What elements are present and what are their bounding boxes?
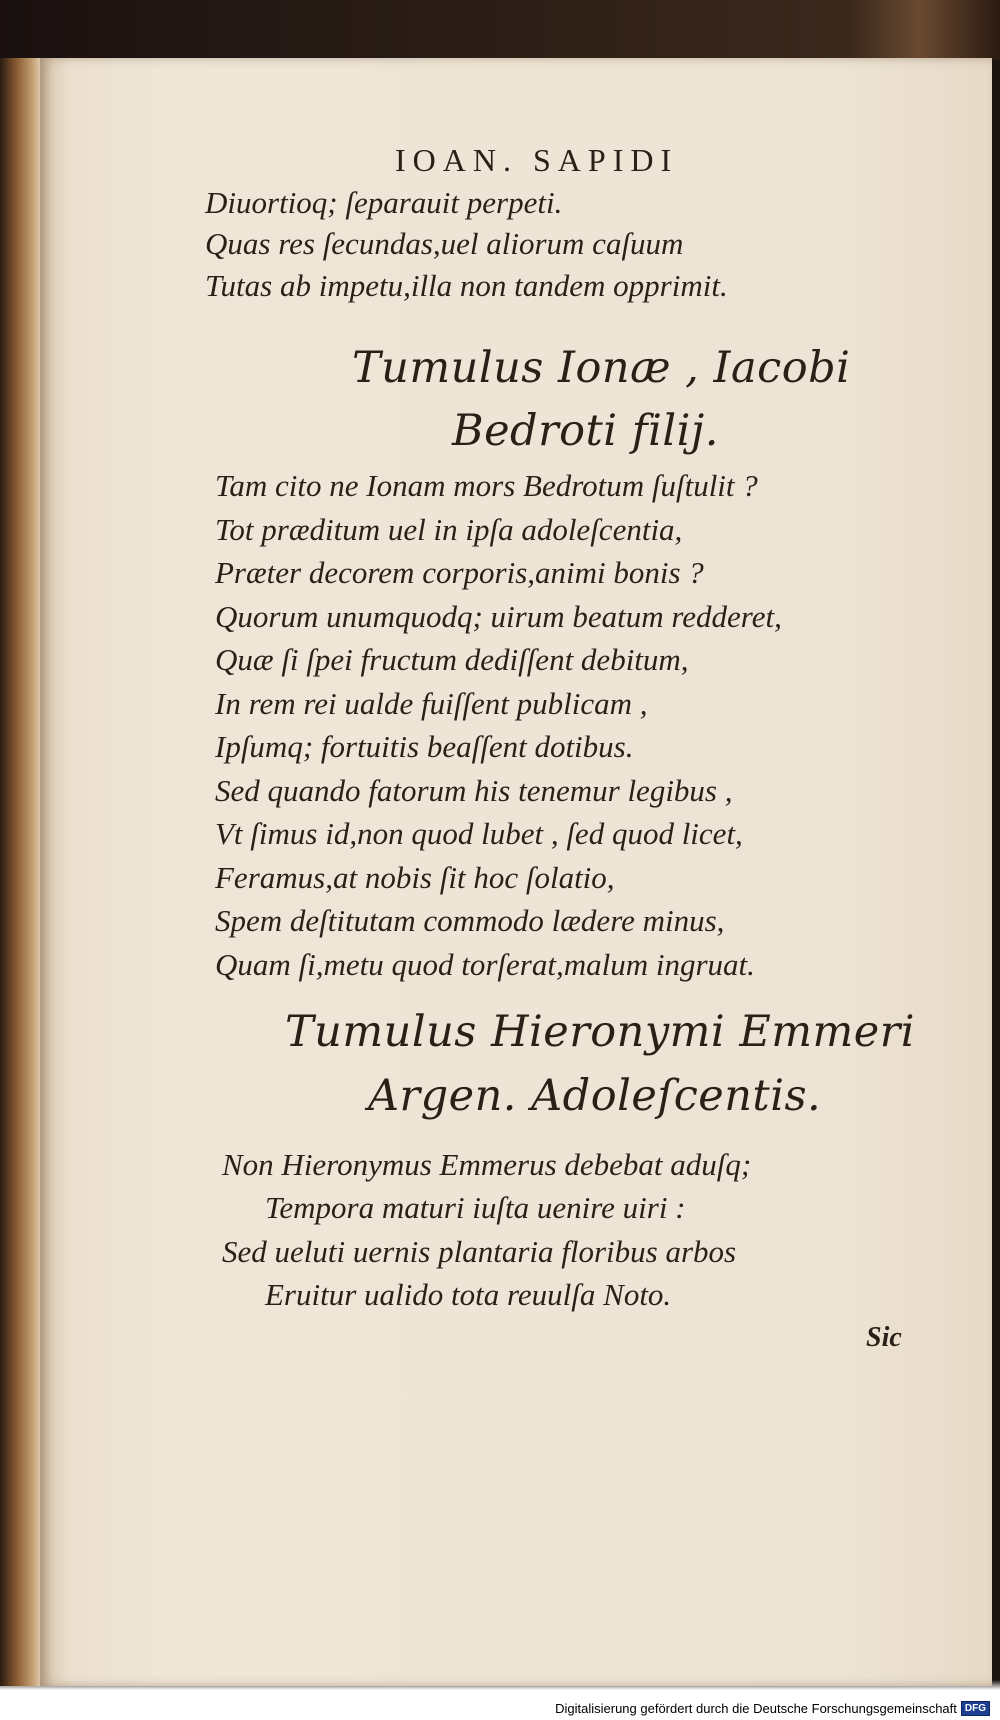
- poem-line: Tempora maturi iuſta uenire uiri :: [265, 1190, 686, 1225]
- poem-line: Quæ ſi ſpei fructum dediſſent debitum,: [215, 642, 689, 677]
- dfg-logo-icon: DFG: [961, 1701, 990, 1716]
- credit-text: Digitalisierung gefördert durch die Deutsche Forschungsgemeinschaft: [555, 1700, 957, 1716]
- poem-line: In rem rei ualde fuiſſent publicam ,: [215, 686, 648, 721]
- section-title: Tumulus Hieronymi Emmeri: [285, 1007, 916, 1057]
- running-head: IOAN. SAPIDI: [395, 142, 679, 178]
- poem-line: Non Hieronymus Emmerus debebat aduſq;: [222, 1147, 752, 1182]
- poem-line: Vt ſimus id,non quod lubet , ſed quod licet,: [215, 816, 743, 851]
- poem-line: Sed quando fatorum his tenemur legibus ,: [215, 773, 733, 808]
- digitization-credit: [555, 1698, 990, 1718]
- section-title: Bedroti filij.: [452, 406, 719, 456]
- poem-line: Quorum unumquodq; uirum beatum redderet,: [215, 599, 782, 634]
- poem-line: Tot præditum uel in ipſa adoleſcentia,: [215, 512, 683, 547]
- poem-line: Præter decorem corporis,animi bonis ?: [215, 555, 704, 590]
- section-title: Tumulus Ionæ , Iacobi: [352, 343, 851, 393]
- poem-line: Sed ueluti uernis plantaria floribus arbos: [222, 1234, 737, 1269]
- catchword: Sic: [866, 1322, 902, 1353]
- text-line: Quas res ſecundas,uel aliorum caſuum: [205, 226, 684, 261]
- text-line: Tutas ab impetu,illa non tandem opprimit.: [205, 268, 728, 303]
- text-line: Diuortioq; ſeparauit perpeti.: [205, 185, 563, 220]
- poem-line: Eruitur ualido tota reuulſa Noto.: [265, 1277, 672, 1312]
- section-title: Argen. Adoleſcentis.: [368, 1071, 822, 1121]
- poem-line: Spem deſtitutam commodo lædere minus,: [215, 903, 725, 938]
- poem-line: Quam ſi,metu quod torſerat,malum ingruat.: [215, 947, 755, 982]
- poem-line: Ipſumq; fortuitis beaſſent dotibus.: [215, 729, 634, 764]
- poem-line: Tam cito ne Ionam mors Bedrotum ſuſtulit ?: [215, 468, 758, 503]
- poem-line: Feramus,at nobis ſit hoc ſolatio,: [215, 860, 615, 895]
